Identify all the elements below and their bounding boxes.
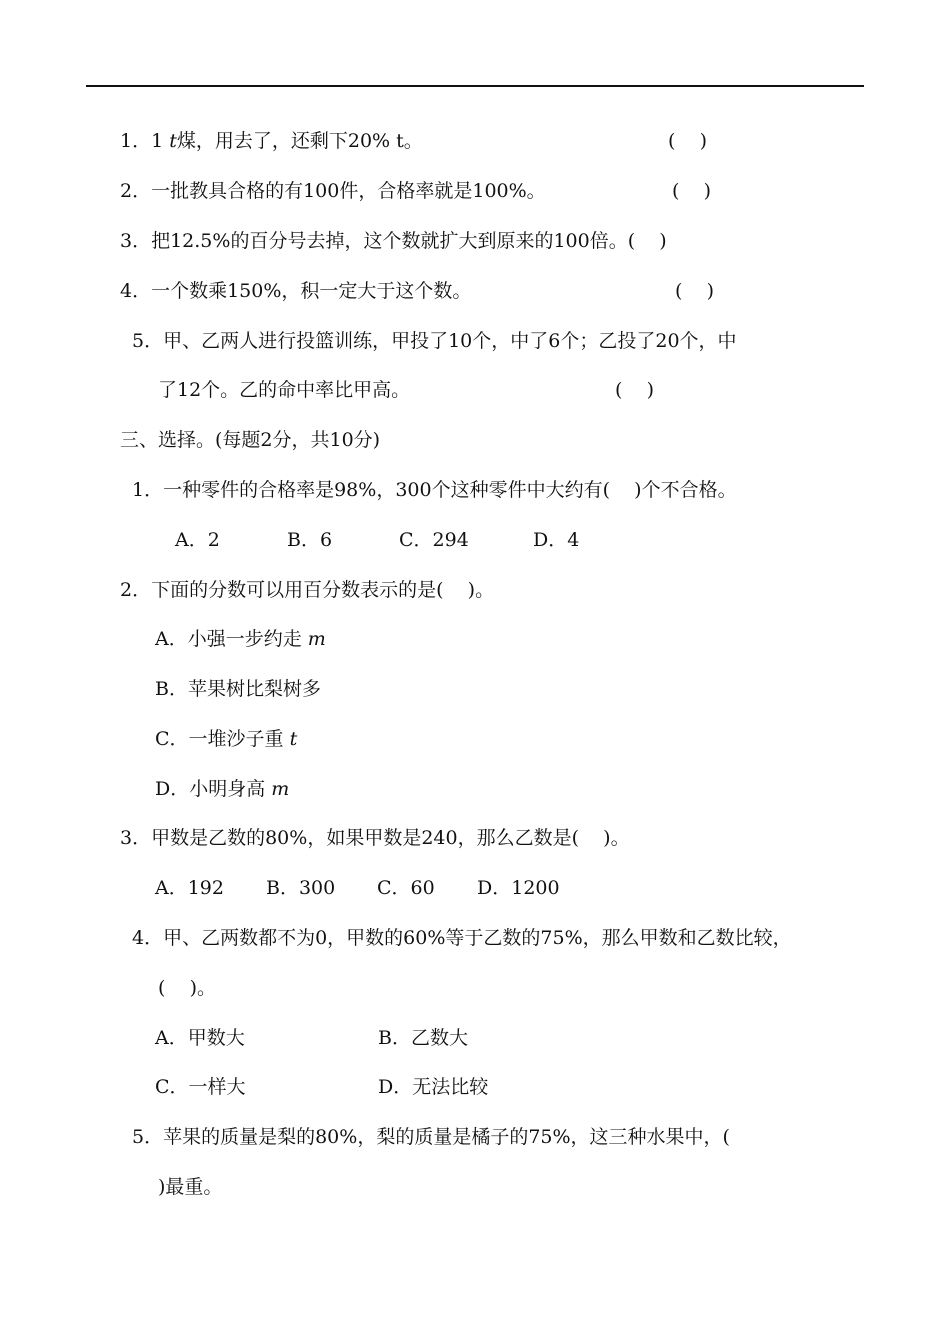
judge-q2-answer-blank[interactable]: ( ) xyxy=(672,180,711,202)
choice-q2-option-c-text: C．一堆沙子重 xyxy=(155,728,290,750)
judge-q1-post: 煤，用去了，还剩下20% t。 xyxy=(176,130,423,152)
section3-heading: 三、选择。(每题2分，共10分) xyxy=(120,429,381,451)
choice-q2-option-a-text: A．小强一步约走 xyxy=(155,628,308,650)
choice-q5-line2: )最重。 xyxy=(158,1176,223,1198)
choice-q4-option-c[interactable]: C．一样大 xyxy=(155,1076,246,1098)
choice-q2-option-c-var: t xyxy=(289,728,298,750)
judge-q1 xyxy=(120,129,423,153)
judge-q1-answer-blank[interactable]: ( ) xyxy=(668,130,707,152)
choice-q2-option-d-text: D．小明身高 xyxy=(155,778,272,800)
choice-q1-option-d[interactable]: D．4 xyxy=(533,529,580,551)
choice-q2-option-a[interactable] xyxy=(155,627,326,651)
choice-q1-option-b[interactable]: B．6 xyxy=(287,529,333,551)
judge-q5-answer-blank[interactable]: ( ) xyxy=(615,379,654,401)
choice-q2-option-d-var: m xyxy=(271,778,290,800)
choice-q4-line2: ( )。 xyxy=(158,977,216,999)
choice-q4-option-a[interactable]: A．甲数大 xyxy=(155,1027,245,1049)
choice-q2-option-b[interactable]: B．苹果树比梨树多 xyxy=(155,678,321,700)
judge-q4-answer-blank[interactable]: ( ) xyxy=(675,280,714,302)
judge-q5-line1: 5．甲、乙两人进行投篮训练，甲投了10个，中了6个；乙投了20个，中 xyxy=(132,330,737,352)
judge-q4: 4．一个数乘150%，积一定大于这个数。 xyxy=(120,280,472,302)
choice-q3-option-c[interactable]: C．60 xyxy=(377,877,435,899)
judge-q1-pre: 1．1 xyxy=(120,130,170,152)
judge-q5-line2: 了12个。乙的命中率比甲高。 xyxy=(158,379,411,401)
judge-q3: 3．把12.5%的百分号去掉，这个数就扩大到原来的100倍。( ) xyxy=(120,230,667,252)
choice-q3: 3．甲数是乙数的80%，如果甲数是240，那么乙数是( )。 xyxy=(120,827,630,849)
choice-q1-option-a[interactable]: A．2 xyxy=(175,529,220,551)
choice-q1-option-c[interactable]: C．294 xyxy=(399,529,469,551)
choice-q5-line1: 5．苹果的质量是梨的80%，梨的质量是橘子的75%，这三种水果中，( xyxy=(132,1126,730,1148)
choice-q1: 1．一种零件的合格率是98%，300个这种零件中大约有( )个不合格。 xyxy=(132,479,737,501)
top-rule xyxy=(86,85,864,87)
choice-q4-line1: 4．甲、乙两数都不为0，甲数的60%等于乙数的75%，那么甲数和乙数比较， xyxy=(132,927,792,949)
choice-q4-option-d[interactable]: D．无法比较 xyxy=(378,1076,489,1098)
choice-q2-option-c[interactable] xyxy=(155,727,297,751)
choice-q2-option-d[interactable] xyxy=(155,777,289,801)
choice-q2: 2．下面的分数可以用百分数表示的是( )。 xyxy=(120,579,495,601)
choice-q3-option-d[interactable]: D．1200 xyxy=(477,877,560,899)
judge-q2: 2．一批教具合格的有100件，合格率就是100%。 xyxy=(120,180,546,202)
choice-q3-option-b[interactable]: B．300 xyxy=(266,877,336,899)
choice-q2-option-a-var: m xyxy=(307,628,326,650)
choice-q3-option-a[interactable]: A．192 xyxy=(155,877,224,899)
choice-q4-option-b[interactable]: B．乙数大 xyxy=(378,1027,468,1049)
judge-q1-var: t xyxy=(169,130,177,152)
